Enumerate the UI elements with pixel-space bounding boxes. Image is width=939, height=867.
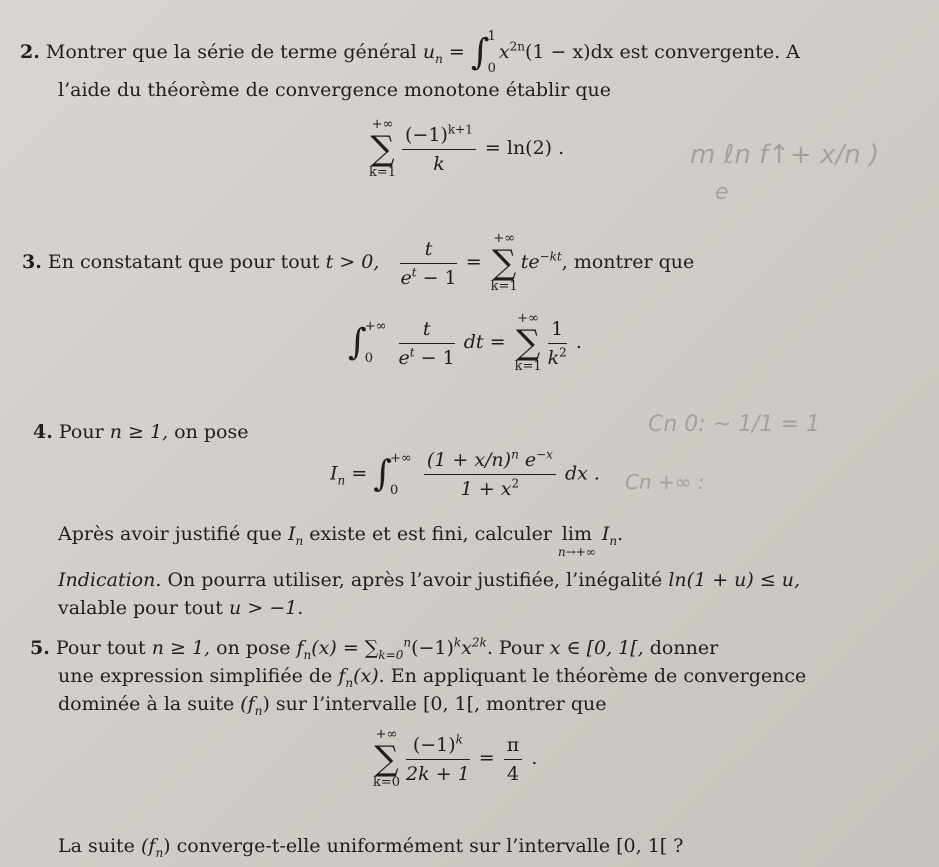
q5-interval-cond: x ∈ [0, 1[, [549,637,644,659]
q3-text-b: , montrer que [561,251,695,273]
q4-line-b1: Après avoir justifié que [58,523,282,545]
q2-sum-sign: +∞ ∑ k=1 [369,117,397,180]
q2-line2: l’aide du théorème de convergence monotone établir que [58,79,611,101]
q5-line2: une expression simplifiée de $f_n(x)$. En appliquant le théorème de convergence [58,665,807,690]
q2-text-b: est convergente. A [619,41,800,63]
q5-dot: . [531,747,538,769]
q3-fraction: $\frac{t}{e^t - 1}$ [400,237,457,289]
q4-ind-cond: u > −1. [228,597,304,619]
q5-text-d: donner [649,637,719,659]
q2-integrand-rest: (1 − x)dx [524,41,614,63]
q5-last-interval: [0, 1[ ? [616,835,684,857]
q5-pi-fraction: $\frac{\pi}{4}$ [504,733,523,786]
q5-line3: dominée à la suite $(f_n)$ sur l’intervalle [0, 1[, montrer que [58,693,607,718]
q2-integral-sign: ∫ [470,32,490,73]
q4-ind-text: On pourra utiliser, après l’avoir justifiée, l’inégalité [167,569,663,591]
q3-line1 [22,232,694,302]
q5-sum-sub: k=0 [378,647,404,662]
q2-rhs: = ln(2) . [484,137,565,159]
q2-integrand-x: x [498,41,510,63]
q4-number: 4. [33,421,53,443]
q4-I-3: I [601,523,610,545]
q5-line3-b: sur l’intervalle [275,693,417,715]
q2-exp: 2n [509,39,525,54]
q2-text-a: Montrer que la série de terme général [45,41,417,63]
q4-ind-formula: ln(1 + u) ≤ u, [668,569,801,591]
q5-f-x: x [461,637,472,659]
q5-line2-a: une expression simplifiée de [58,665,333,687]
handwritten-note-4: Cn +∞ : [625,470,705,494]
q5-last-b: converge-t-elle uniformément sur l’intervalle [176,835,611,857]
q3-term-exp: −kt [539,249,562,264]
q5-line3-c: , montrer que [474,693,607,715]
q3-sum2-sign: +∞ ∑ k=1 [514,311,542,374]
q4-integral-formula [330,448,600,518]
q5-line3-a: dominée à la suite [58,693,235,715]
q5-f: f [296,637,304,659]
q3-number: 3. [22,251,42,273]
q5-last-a: La suite [58,835,135,857]
q2-fraction: $\frac{(-1)^{k+1}}{k}$ [402,123,476,176]
q5-fraction: $\frac{(-1)^k}{2k + 1}$ [406,732,470,785]
q4-ind-line2: valable pour tout [58,597,223,619]
q5-f-rest: (x) = ∑ [311,637,379,659]
q4-eq: = [351,462,368,485]
handwritten-note-3: Cn 0: ~ 1/1 = 1 [648,412,820,437]
q3-dot: . [575,331,582,353]
q5-line1: 5. Pour tout n ≥ 1, on pose $f_n(x) = \sum_{k=0}^n(-1)^kx^{2k}$. Pour x ∈ [0, 1[, donner [30,635,719,662]
q4-I: I [330,462,338,485]
q4-line-b2: existe et est fini, calculer [309,523,552,545]
q2-line1 [20,30,800,76]
q2-u: u [422,41,436,63]
q5-cond: n ≥ 1, [151,637,211,659]
q5-sum-sign: +∞ ∑ k=0 [373,727,401,790]
q5-series-formula [370,728,537,808]
q4-text-b: on pose [174,421,249,443]
q3-sum2-fraction: $\frac{1}{k^2}$ [547,317,567,369]
q5-sum-sup: n [403,635,412,650]
q5-interval: [0, 1[ [422,693,475,715]
q3-integral-formula [348,312,582,392]
q2-int-limits: 1 0 [487,29,496,76]
q5-line2-b: . En appliquant le théorème de convergence [378,665,807,687]
q4-text-a: Pour [58,421,104,443]
q3-text-a: En constatant que pour tout [47,251,320,273]
q4-cond: n ≥ 1, [109,421,169,443]
handwritten-note-1: m ℓn f↑+ x/n ) [690,140,880,170]
q3-eq: = [465,251,482,273]
q3-int-fraction: $\frac{t}{e^t - 1}$ [398,317,455,369]
q5-number: 5. [30,637,50,659]
q3-sum-sign: +∞ ∑ k=1 [490,231,518,294]
q3-term: te [520,251,540,273]
q3-cond: t > 0, [325,251,380,273]
q4-lim: lim n→+∞ [557,523,596,559]
q4-indication [58,568,800,592]
q4-I-2: I [287,523,296,545]
q5-text-b: on pose [216,637,291,659]
q2-u-sub: n [435,51,443,66]
q4-ind-label: Indication. [58,569,162,591]
q5-text-a: Pour tout [55,637,146,659]
q5-text-c: . Pour [486,637,544,659]
q4-dx: dx . [565,462,600,485]
q4-line-b: Après avoir justifié que $I_n$ existe et est fini, calculer lim n→+∞ $I_n$. [58,523,624,559]
q2-number: 2. [20,41,40,63]
q3-dt: dt = [463,331,506,353]
q4-I-sub: n [337,473,346,488]
q4-fraction: $\frac{(1 + x/n)^n e^{-x}}{1 + x^2}$ [424,448,556,501]
q4-indication-2 [58,596,303,620]
q3-int-limits: +∞ 0 [364,319,387,366]
q4-line1 [33,420,248,444]
q5-f-term: (−1) [411,637,454,659]
q4-int-limits: +∞ 0 [390,450,412,498]
handwritten-note-2: e [715,180,729,205]
q3-integral-sign: ∫ [348,322,367,363]
q4-integral-sign: ∫ [373,453,393,495]
q5-rhs-eq: = [478,747,495,769]
q5-last-line: La suite $(f_n)$ converge-t-elle uniformément sur l’intervalle [0, 1[ ? [58,835,684,860]
q2-series-formula [366,118,564,198]
q2-eq: = [448,41,465,63]
